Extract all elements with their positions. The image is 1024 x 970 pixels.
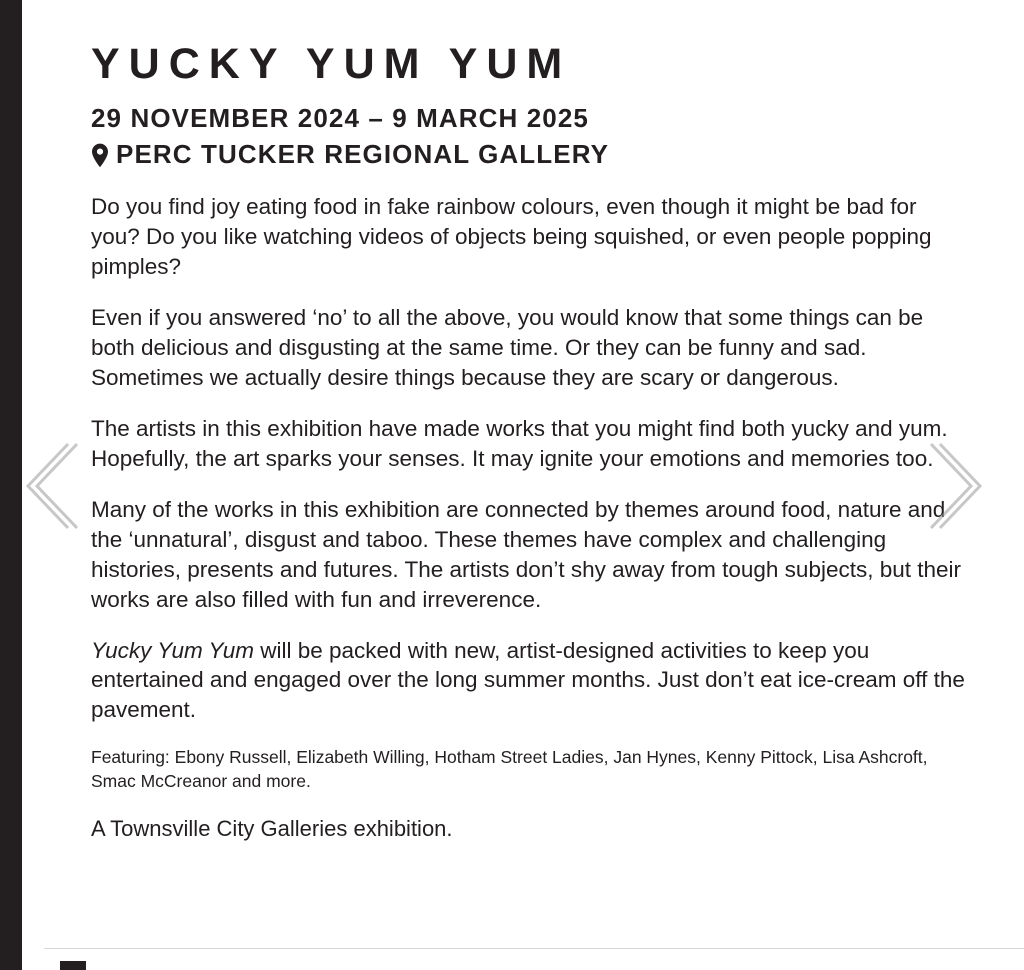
closing-credit: A Townsville City Galleries exhibition. xyxy=(91,815,453,841)
page-title: YUCKY YUM YUM xyxy=(91,40,572,88)
exhibition-dates: 29 NOVEMBER 2024 – 9 MARCH 2025 xyxy=(91,103,589,134)
venue-row xyxy=(91,139,971,170)
body-paragraph-3: The artists in this exhibition have made works that you might find both yucky and yum. Hopefully, the art sparks your senses. It may ignite your emotions and memories too. xyxy=(91,415,948,471)
venue-name: PERC TUCKER REGIONAL GALLERY xyxy=(116,139,610,170)
bottom-black-stub xyxy=(60,961,86,970)
chevron-right-icon[interactable] xyxy=(930,440,986,532)
body-paragraph-1: Do you find joy eating food in fake rainbow colours, even though it might be bad for you? Do you like watching videos of objects being squished, or even people popping pimples? xyxy=(91,194,932,280)
bottom-divider xyxy=(44,948,1024,949)
left-black-rail xyxy=(0,0,22,970)
body-paragraph-4: Many of the works in this exhibition are connected by themes around food, nature and the ‘unnatural’, disgust and taboo. These themes have complex and challenging histories, presents and futures. The artists don’t shy away from tough subjects, but their works are also filled with fun and irreverence. xyxy=(91,496,962,612)
exhibition-title-italic: Yucky Yum Yum xyxy=(91,637,254,663)
exhibition-content xyxy=(91,40,971,843)
exhibition-page xyxy=(22,0,1024,970)
featuring-artists: Featuring: Ebony Russell, Elizabeth Willing, Hotham Street Ladies, Jan Hynes, Kenny Pittock, Lisa Ashcroft, Smac McCreanor and more. xyxy=(91,747,928,791)
chevron-left-icon[interactable] xyxy=(22,440,78,532)
body-paragraph-5 xyxy=(91,636,971,726)
body-paragraph-5-rest: will be packed with new, artist-designed activities to keep you entertained and engaged over the long summer months. Just don’t eat ice-cream off the pavement. xyxy=(91,637,965,723)
location-pin-icon xyxy=(91,143,109,169)
body-paragraph-2: Even if you answered ‘no’ to all the above, you would know that some things can be both delicious and disgusting at the same time. Or they can be funny and sad. Sometimes we actually desire things because they are scary or dangerous. xyxy=(91,305,924,391)
